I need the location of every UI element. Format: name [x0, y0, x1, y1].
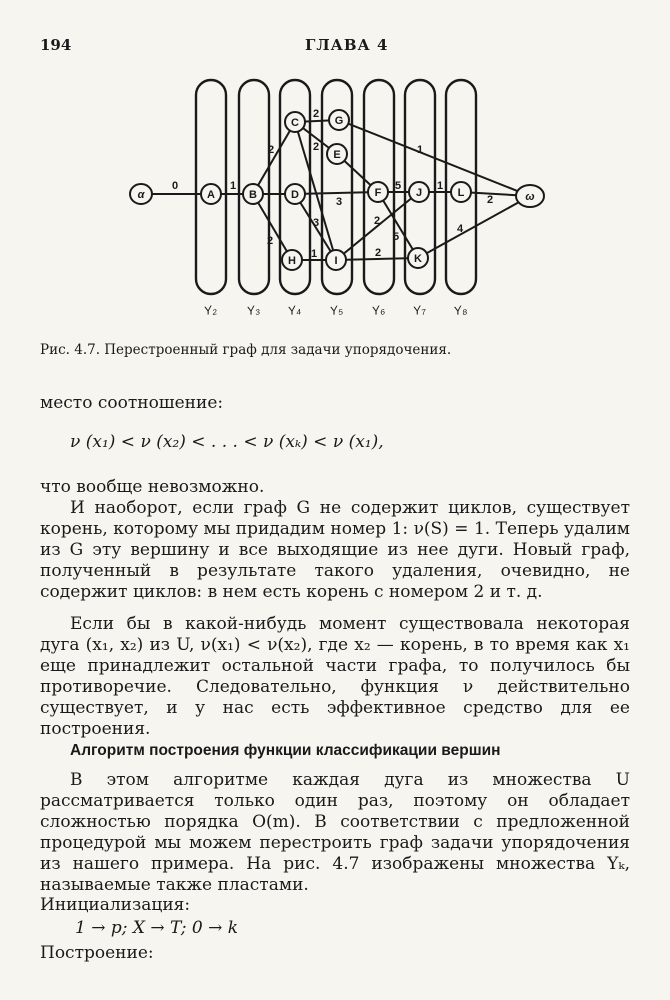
- weight-I-K: 2: [375, 247, 382, 259]
- node-G-label: G: [334, 115, 344, 127]
- edge-D-F: [295, 192, 378, 194]
- layer-label-y5: Y₅: [328, 301, 344, 319]
- node-A-label: A: [207, 189, 215, 201]
- chapter-title: ГЛАВА 4: [305, 36, 389, 54]
- weight-H-I: 1: [311, 248, 318, 260]
- node-H-label: H: [288, 255, 296, 267]
- weight-alpha-A: 0: [172, 180, 179, 192]
- root-node-label: α: [137, 189, 145, 201]
- weight-K-omega: 4: [457, 223, 464, 235]
- paragraph-intro: место соотношение:: [40, 393, 224, 413]
- paragraph-algorithm: В этом алгоритме каждая дуга из множества U рассматривается только один раз, поэтому он обладает сложностью порядка O(m). В соответствии с предложенной процедурой мы можем перестроить граф задачи упорядочения из нашего примера. На рис. 4.7 изображены множества Yₖ, называемые также пластами.: [40, 770, 630, 895]
- node-D-label: D: [291, 189, 299, 201]
- layered-graph-figure: [0, 0, 670, 340]
- paragraph-impossible: что вообще невозможно.: [40, 477, 265, 497]
- weight-A-B: 1: [230, 180, 237, 192]
- weight-D-I: 3: [313, 217, 320, 229]
- layer-label-y7: Y₇: [411, 301, 427, 319]
- layer-label-y3: Y₃: [245, 301, 261, 319]
- node-C-label: C: [291, 117, 299, 129]
- layer-label-y6: Y₆: [370, 301, 386, 319]
- layer-label-y4: Y₄: [286, 301, 302, 319]
- weight-B-C: 2: [268, 144, 275, 156]
- initialization-label: Инициализация:: [40, 895, 191, 915]
- weight-B-H: 2: [267, 235, 274, 247]
- weight-I-J: 2: [374, 215, 381, 227]
- weight-L-omega: 2: [487, 194, 494, 206]
- node-J-label: J: [415, 187, 423, 199]
- weight-F-K: 5: [393, 231, 400, 243]
- node-L-label: L: [457, 187, 465, 199]
- node-F-label: F: [374, 187, 382, 199]
- page-number: 194: [40, 36, 72, 54]
- initialization-assignments: 1 → p; X → T; 0 → k: [75, 918, 239, 938]
- weight-G-omega: 1: [417, 144, 424, 156]
- edge-B-H: [253, 194, 292, 260]
- node-B-label: B: [249, 189, 257, 201]
- weight-C-E: 2: [313, 141, 320, 153]
- inequality-formula: ν (x₁) < ν (x₂) < . . . < ν (xₖ) < ν (x₁),: [70, 432, 384, 452]
- figure-caption: Рис. 4.7. Перестроенный граф для задачи упорядочения.: [40, 342, 452, 358]
- layer-label-y2: Y₂: [202, 301, 218, 319]
- node-K-label: K: [414, 253, 422, 265]
- node-I-label: I: [334, 255, 338, 267]
- edge-F-K: [378, 192, 418, 258]
- weight-D-F: 3: [336, 196, 343, 208]
- paragraph-no-cycles: И наоборот, если граф G не содержит циклов, существует корень, которому мы придадим номер 1: ν(S) = 1. Теперь удалим из G эту вершину и все выходящие из нее дуги. Новый граф, полученный в результате такого удаления, очевидно, не содержит циклов: в нем есть корень с номером 2 и т. д.: [40, 498, 630, 602]
- weight-J-L: 1: [437, 180, 444, 192]
- weight-F-J: 5: [395, 180, 402, 192]
- edge-B-C: [253, 122, 295, 194]
- layer-label-y8: Y₈: [452, 301, 468, 319]
- weight-C-G: 2: [313, 108, 320, 120]
- construction-label: Построение:: [40, 943, 154, 963]
- paragraph-contradiction: Если бы в какой-нибудь момент существовала некоторая дуга (x₁, x₂) из U, ν(x₁) < ν(x₂), где x₂ — корень, в то время как x₁ еще принадлежит остальной части графа, то получилось бы противоречие. Следовательно, функция ν действительно существует, и у нас есть эффективное средство для ее построения.: [40, 614, 630, 739]
- sink-node-label: ω: [525, 191, 535, 203]
- node-E-label: E: [333, 149, 341, 161]
- section-heading: Алгоритм построения функции классификации вершин: [70, 742, 501, 759]
